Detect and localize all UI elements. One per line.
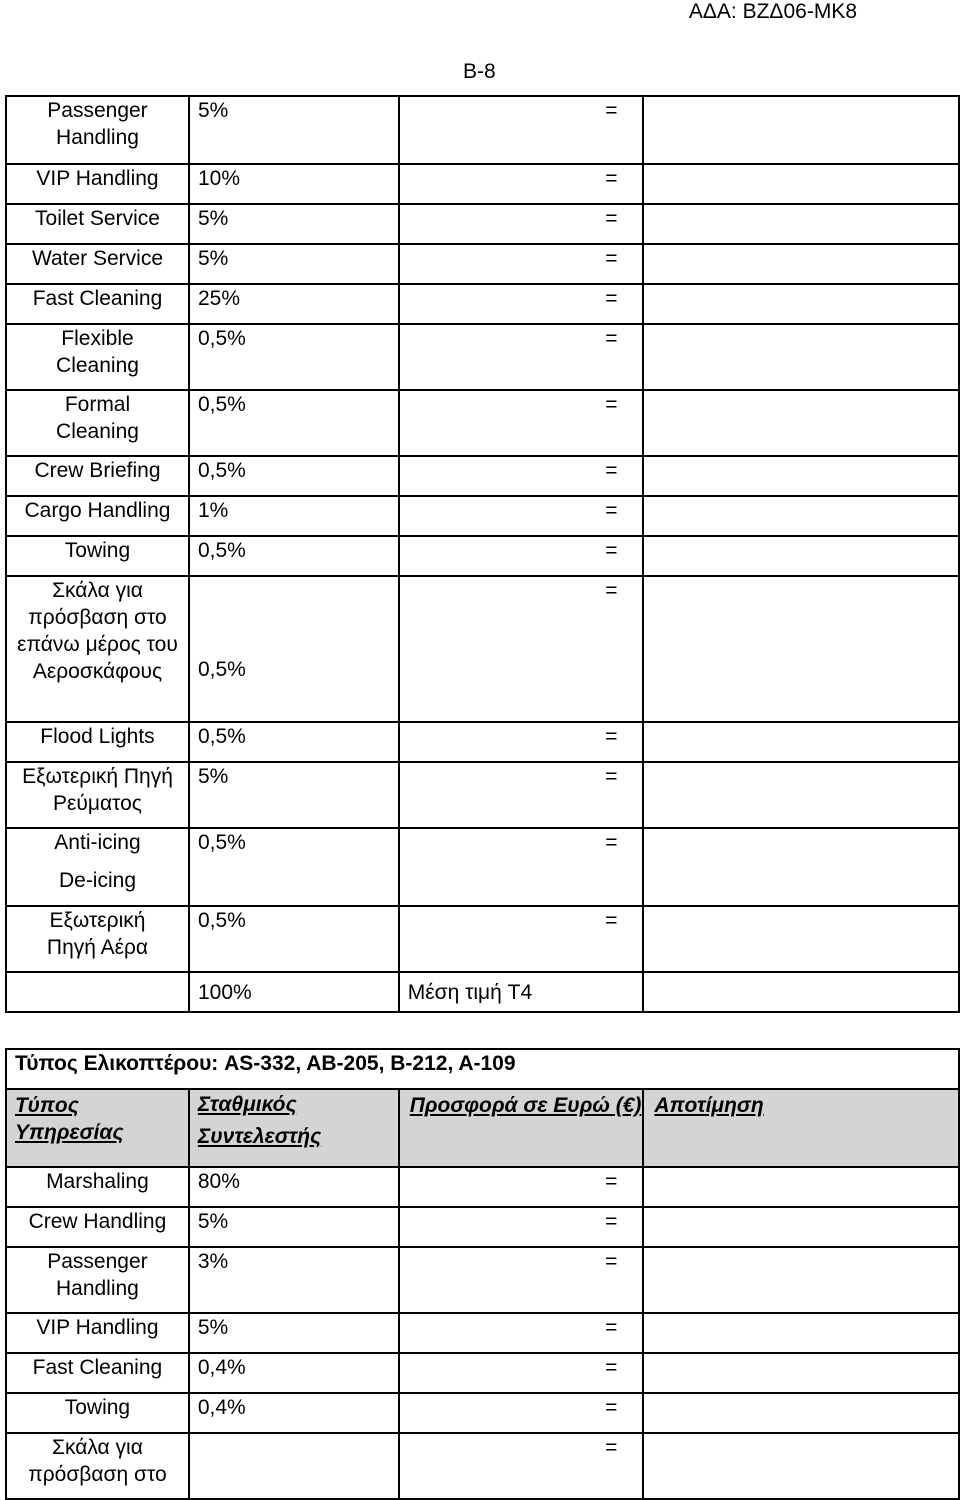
header-coef-line2: Συντελεστής (197, 1125, 322, 1148)
weight-coefficient: 5% (189, 762, 399, 828)
evaluation-cell[interactable] (643, 536, 959, 576)
table-row (6, 1353, 959, 1393)
service-name: Flexible Cleaning (6, 324, 189, 390)
service-name: Formal Cleaning (6, 390, 189, 456)
service-name: Crew Briefing (6, 456, 189, 496)
offer-cell[interactable]: = (399, 96, 644, 164)
offer-cell[interactable]: = (399, 722, 644, 762)
service-name: VIP Handling (6, 164, 189, 204)
table-row (6, 456, 959, 496)
evaluation-cell[interactable] (643, 1433, 959, 1499)
header-weight-coefficient (189, 1089, 399, 1167)
header-evaluation: Αποτίμηση (643, 1089, 959, 1167)
service-name: Towing (6, 1393, 189, 1433)
weight-coefficient: 5% (189, 1313, 399, 1353)
evaluation-cell[interactable] (643, 204, 959, 244)
evaluation-cell[interactable] (643, 576, 959, 722)
header-service-type: Τύπος Υπηρεσίας (6, 1089, 189, 1167)
weight-coefficient: 5% (189, 244, 399, 284)
ada-code: ΑΔΑ: ΒΖΔ06-ΜΚ8 (688, 0, 857, 23)
offer-cell[interactable]: = (399, 496, 644, 536)
weight-coefficient: 0,5% (189, 324, 399, 390)
total-row (6, 972, 959, 1012)
service-name: VIP Handling (6, 1313, 189, 1353)
offer-cell[interactable]: = (399, 1167, 644, 1207)
table-row (6, 1247, 959, 1313)
average-value-cell[interactable] (643, 972, 959, 1012)
weight-coefficient: 80% (189, 1167, 399, 1207)
table-row (6, 1207, 959, 1247)
table-row (6, 828, 959, 906)
evaluation-cell[interactable] (643, 722, 959, 762)
service-name: Εξωτερική Πηγή Αέρα (6, 906, 189, 972)
evaluation-cell[interactable] (643, 1393, 959, 1433)
header-offer: Προσφορά σε Ευρώ (€) (399, 1089, 644, 1167)
service-name: Water Service (6, 244, 189, 284)
table-row (6, 284, 959, 324)
table-row (6, 244, 959, 284)
evaluation-cell[interactable] (643, 1167, 959, 1207)
offer-cell[interactable]: = (399, 164, 644, 204)
evaluation-cell[interactable] (643, 762, 959, 828)
table-row (6, 204, 959, 244)
weight-coefficient: 5% (189, 1207, 399, 1247)
service-name: Fast Cleaning (6, 284, 189, 324)
table-row (6, 1433, 959, 1499)
service-name: Cargo Handling (6, 496, 189, 536)
table-row (6, 722, 959, 762)
offer-cell[interactable]: = (399, 1433, 644, 1499)
header-coef-line1: Σταθμικός (197, 1093, 297, 1116)
table-row (6, 762, 959, 828)
offer-cell[interactable]: = (399, 284, 644, 324)
offer-cell[interactable]: = (399, 390, 644, 456)
weight-coefficient: 0,5% (189, 576, 399, 722)
offer-cell[interactable]: = (399, 456, 644, 496)
evaluation-cell[interactable] (643, 828, 959, 906)
offer-cell[interactable]: = (399, 536, 644, 576)
offer-cell[interactable]: = (399, 204, 644, 244)
service-name: Crew Handling (6, 1207, 189, 1247)
weight-coefficient: 3% (189, 1247, 399, 1313)
weight-coefficient: 0,5% (189, 536, 399, 576)
weight-coefficient: 10% (189, 164, 399, 204)
helicopter-type-title: Τύπος Ελικοπτέρου: AS-332, AB-205, B-212, A-109 (6, 1049, 959, 1089)
weight-coefficient: 25% (189, 284, 399, 324)
weight-coefficient: 5% (189, 204, 399, 244)
evaluation-cell[interactable] (643, 284, 959, 324)
service-name (6, 828, 189, 906)
table-row (6, 164, 959, 204)
average-label: Μέση τιμή T4 (399, 972, 644, 1012)
weight-coefficient (189, 1433, 399, 1499)
table-row (6, 390, 959, 456)
offer-cell[interactable]: = (399, 1207, 644, 1247)
evaluation-cell[interactable] (643, 244, 959, 284)
table-row (6, 496, 959, 536)
weight-coefficient: 5% (189, 96, 399, 164)
evaluation-cell[interactable] (643, 1353, 959, 1393)
weight-coefficient: 0,4% (189, 1353, 399, 1393)
evaluation-cell[interactable] (643, 324, 959, 390)
table-row (6, 906, 959, 972)
table-row (6, 96, 959, 164)
evaluation-cell[interactable] (643, 1247, 959, 1313)
evaluation-cell[interactable] (643, 906, 959, 972)
offer-cell[interactable]: = (399, 576, 644, 722)
service-name: Εξωτερική Πηγή Ρεύματος (6, 762, 189, 828)
evaluation-cell[interactable] (643, 1313, 959, 1353)
offer-cell[interactable]: = (399, 1393, 644, 1433)
service-name: Towing (6, 536, 189, 576)
weight-coefficient: 0,4% (189, 1393, 399, 1433)
weight-coefficient: 0,5% (189, 906, 399, 972)
evaluation-cell[interactable] (643, 96, 959, 164)
offer-cell[interactable]: = (399, 906, 644, 972)
service-name: Marshaling (6, 1167, 189, 1207)
empty-cell (6, 972, 189, 1012)
offer-cell[interactable]: = (399, 1247, 644, 1313)
service-name: Σκάλα για πρόσβαση στο (6, 1433, 189, 1499)
offer-cell[interactable]: = (399, 324, 644, 390)
evaluation-cell[interactable] (643, 164, 959, 204)
table-row (6, 1393, 959, 1433)
de-icing-label: De-icing (58, 869, 136, 892)
offer-cell[interactable]: = (399, 1353, 644, 1393)
offer-cell[interactable]: = (399, 828, 644, 906)
evaluation-cell[interactable] (643, 390, 959, 456)
table-row (6, 576, 959, 722)
offer-cell[interactable]: = (399, 1313, 644, 1353)
service-name: Σκάλα για πρόσβαση στο επάνω μέρος του Αεροσκάφους (6, 576, 189, 722)
table-row (6, 536, 959, 576)
weight-coefficient: 0,5% (189, 828, 399, 906)
anti-icing-label: Anti-icing (54, 831, 141, 854)
weight-coefficient: 0,5% (189, 456, 399, 496)
table-row (6, 324, 959, 390)
services-table-1 (5, 95, 960, 1013)
services-table-2 (5, 1048, 960, 1500)
service-name: Fast Cleaning (6, 1353, 189, 1393)
service-name: Toilet Service (6, 204, 189, 244)
table-row (6, 1167, 959, 1207)
weight-coefficient: 1% (189, 496, 399, 536)
offer-cell[interactable]: = (399, 244, 644, 284)
table-row (6, 1313, 959, 1353)
offer-cell[interactable]: = (399, 762, 644, 828)
header-row (6, 1089, 959, 1167)
evaluation-cell[interactable] (643, 1207, 959, 1247)
table-title-row (6, 1049, 959, 1089)
weight-coefficient: 0,5% (189, 390, 399, 456)
service-name: Passenger Handling (6, 1247, 189, 1313)
service-name: Flood Lights (6, 722, 189, 762)
weight-coefficient: 0,5% (189, 722, 399, 762)
evaluation-cell[interactable] (643, 456, 959, 496)
service-name: Passenger Handling (6, 96, 189, 164)
page-number: B-8 (463, 60, 496, 83)
total-coefficient: 100% (189, 972, 399, 1012)
evaluation-cell[interactable] (643, 496, 959, 536)
